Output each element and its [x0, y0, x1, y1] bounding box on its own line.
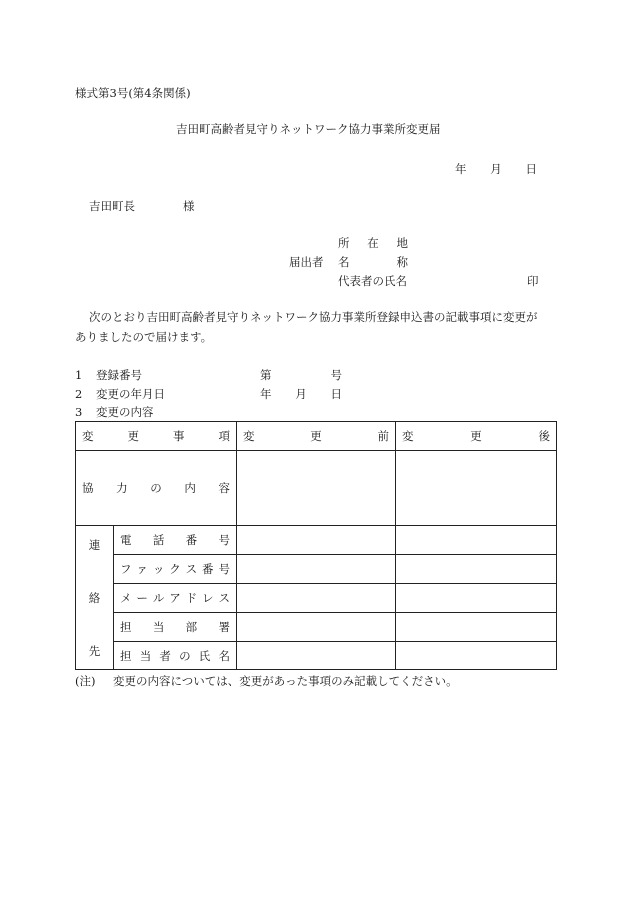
form-number: 様式第3号(第4条関係) — [75, 86, 191, 100]
cooperation-after-field[interactable] — [396, 451, 557, 526]
addressee-name: 吉田町長 — [89, 199, 135, 213]
contact-person-before-field[interactable] — [237, 642, 396, 670]
header-change-item: 変 更 事 項 — [76, 422, 237, 451]
addressee-honorific: 様 — [183, 199, 195, 213]
item-label-registration: 登録番号 — [96, 368, 142, 382]
row-label-contact-person: 担 当 者 の 氏 名 — [114, 642, 237, 670]
row-label-cooperation: 協 力 の 内 容 — [76, 451, 237, 526]
note-label: (注) — [75, 674, 96, 688]
department-after-field[interactable] — [396, 613, 557, 642]
contact-person-after-field[interactable] — [396, 642, 557, 670]
header-after-change: 変 更 後 — [396, 422, 557, 451]
page-title: 吉田町高齢者見守りネットワーク協力事業所変更届 — [176, 122, 441, 136]
seal-mark: 印 — [527, 274, 539, 288]
phone-after-field[interactable] — [396, 526, 557, 555]
body-text-line2: ありましたので届けます。 — [75, 330, 213, 344]
address-label: 所 在 地 — [338, 236, 408, 250]
change-content-table — [75, 421, 557, 670]
item-number-2: 2 — [75, 387, 83, 401]
department-before-field[interactable] — [237, 613, 396, 642]
date-line — [455, 162, 537, 176]
applicant-label: 届出者 — [289, 255, 324, 269]
item-number-3: 3 — [75, 405, 83, 419]
fax-after-field[interactable] — [396, 555, 557, 584]
row-label-department: 担 当 部 署 — [114, 613, 237, 642]
row-label-phone: 電 話 番 号 — [114, 526, 237, 555]
representative-label: 代表者の氏名 — [338, 274, 407, 288]
item-label-change-content: 変更の内容 — [96, 405, 154, 419]
change-date: 年 月 日 — [260, 387, 342, 401]
body-text-line1: 次のとおり吉田町高齢者見守りネットワーク協力事業所登録申込書の記載事項に変更が — [89, 310, 538, 324]
name-label: 名 称 — [338, 255, 408, 269]
cooperation-before-field[interactable] — [237, 451, 396, 526]
row-label-fax: フ ァ ッ ク ス 番 号 — [114, 555, 237, 584]
header-before-change: 変 更 前 — [237, 422, 396, 451]
contact-group-label: 連 絡 先 — [76, 526, 114, 670]
registration-number: 第 号 — [260, 368, 342, 382]
date-year: 年 — [455, 162, 467, 176]
email-before-field[interactable] — [237, 584, 396, 613]
item-label-change-date: 変更の年月日 — [96, 387, 165, 401]
item-number-1: 1 — [75, 368, 83, 382]
row-label-email: メ ー ル ア ド レ ス — [114, 584, 237, 613]
date-month: 月 — [490, 162, 502, 176]
date-day: 日 — [525, 162, 537, 176]
phone-before-field[interactable] — [237, 526, 396, 555]
note-text: 変更の内容については、変更があった事項のみ記載してください。 — [113, 674, 458, 688]
fax-before-field[interactable] — [237, 555, 396, 584]
email-after-field[interactable] — [396, 584, 557, 613]
